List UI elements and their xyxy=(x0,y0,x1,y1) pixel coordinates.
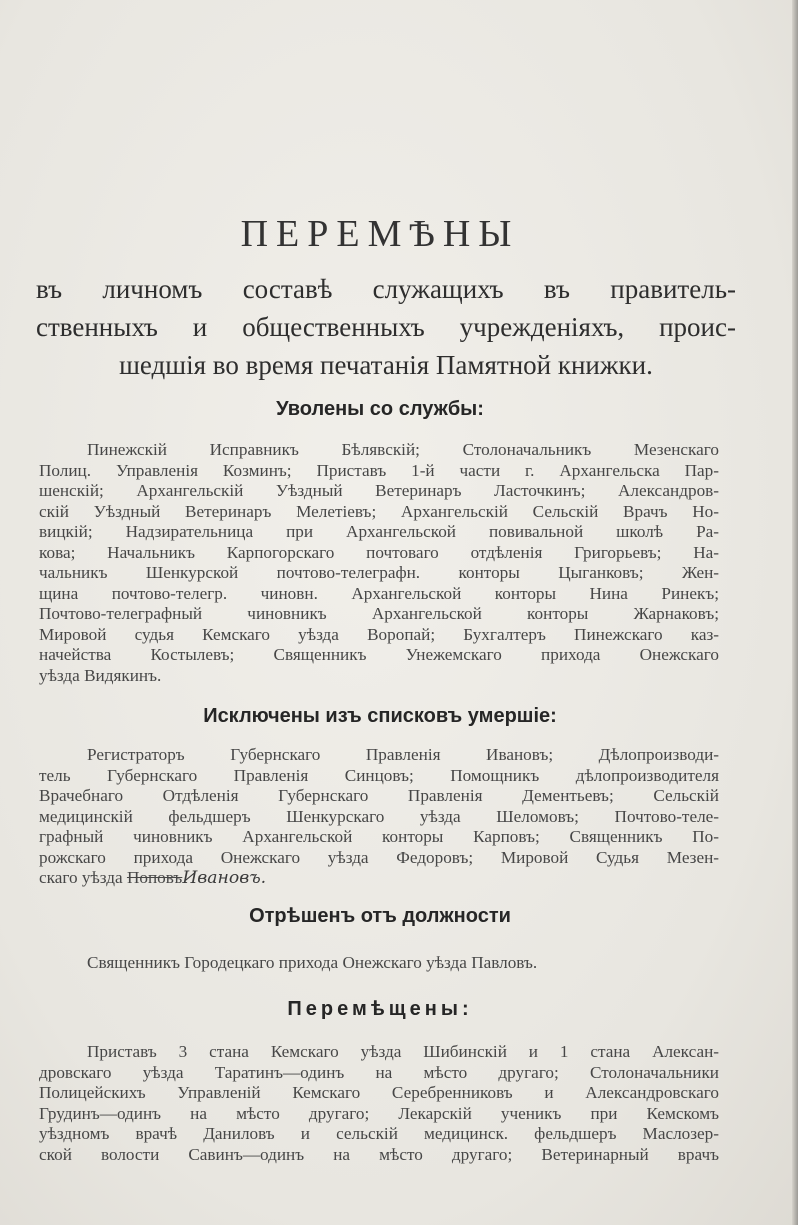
text-line: медицинскій фельдшеръ Шенкурскаго уѣзда Шеломовъ; Почтово-теле- xyxy=(39,806,719,826)
text-line: кова; Начальникъ Карпогорскаго почтоваго отдѣленія Григорьевъ; На- xyxy=(39,542,719,562)
text-line: уѣздномъ врачѣ Даниловъ и сельскій медицинск. фельдшеръ Маслозер- xyxy=(39,1124,719,1143)
text-line: уѣзда Видякинъ. xyxy=(39,665,162,685)
text-line: Врачебнаго Отдѣленія Губернскаго Правленія Дементьевъ; Сельскій xyxy=(39,786,719,805)
section-heading-deceased: Исключены изъ списковъ умершіе: xyxy=(203,705,557,727)
text-line: ской волости Савинъ—одинъ на мѣсто другаго; Ветеринарный врачъ xyxy=(39,1144,719,1164)
subtitle-line: ственныхъ и общественныхъ учрежденіяхъ, проис- xyxy=(36,312,736,342)
section-text-transferred xyxy=(39,1042,719,1165)
section-heading-dismissed: Уволены со службы: xyxy=(276,398,484,420)
text-line: Пинежскій Исправникъ Бѣлявскій; Столоначальникъ Мезенскаго xyxy=(87,440,719,459)
text-line: тель Губернскаго Правленія Синцовъ; Помощникъ дѣлопроизводителя xyxy=(39,765,719,785)
text-line: Приставъ 3 стана Кемскаго уѣзда Шибинскій и 1 стана Алексан- xyxy=(87,1042,719,1061)
page-title: ПЕРЕМѢНЫ xyxy=(240,213,520,255)
text-line: начейства Костылевъ; Священникъ Унежемскаго прихода Онежскаго xyxy=(39,645,719,664)
subtitle-line: шедшія во время печатанія Памятной книжки. xyxy=(119,350,653,380)
text-line: вицкій; Надзирательница при Архангельской повивальной школѣ Ра- xyxy=(39,522,719,541)
text-line: графный чиновникъ Архангельской конторы Карповъ; Священникъ По- xyxy=(39,827,719,846)
handwritten-correction: Ивановъ. xyxy=(182,868,267,888)
text-line: Священникъ Городецкаго прихода Онежскаго уѣзда Павловъ. xyxy=(87,953,538,972)
struck-name: Поповъ xyxy=(126,868,183,887)
text-line: дровскаго уѣзда Таратинъ—одинъ на мѣсто другаго; Столоначальники xyxy=(39,1062,719,1082)
section-heading-removed: Отрѣшенъ отъ должности xyxy=(249,905,511,927)
text-line: щина почтово-телегр. чиновн. Архангельской конторы Нина Ринекъ; xyxy=(39,583,719,603)
text-line: Грудинъ—одинъ на мѣсто другаго; Лекарскій ученикъ при Кемскомъ xyxy=(39,1103,719,1123)
text-line: скій Уѣздный Ветеринаръ Мелетіевъ; Архангельскій Сельскій Врачъ Но- xyxy=(39,501,719,521)
text-line: Регистраторъ Губернскаго Правленія Ивановъ; Дѣлопроизводи- xyxy=(87,745,719,764)
page-edge xyxy=(792,0,798,1225)
text-line: шенскій; Архангельскій Уѣздный Ветеринаръ Ласточкинъ; Александров- xyxy=(39,481,719,500)
text-line: рожскаго прихода Онежскаго уѣзда Федоровъ; Мировой Судья Мезен- xyxy=(39,847,719,867)
section-text-removed xyxy=(39,953,719,974)
subtitle-line: въ личномъ составѣ служащихъ въ правитель- xyxy=(36,274,736,304)
text-line-prefix: скаго уѣзда xyxy=(39,868,127,887)
page-subtitle xyxy=(36,270,736,384)
text-line: Почтово-телеграфный чиновникъ Архангельской конторы Жарнаковъ; xyxy=(39,604,719,623)
text-line: Полицейскихъ Управленій Кемскаго Серебренниковъ и Александровскаго xyxy=(39,1083,719,1102)
text-line: Полиц. Управленія Козминъ; Приставъ 1-й части г. Архангельска Пар- xyxy=(39,460,719,480)
section-heading-transferred: Перемѣщены: xyxy=(287,998,473,1020)
text-line: чальникъ Шенкурской почтово-телеграфн. конторы Цыганковъ; Жен- xyxy=(39,563,719,582)
section-text-dismissed xyxy=(39,440,719,686)
text-line-final xyxy=(39,868,719,889)
section-text-deceased xyxy=(39,745,719,889)
text-line: Мировой судья Кемскаго уѣзда Воропай; Бухгалтеръ Пинежскаго каз- xyxy=(39,624,719,644)
